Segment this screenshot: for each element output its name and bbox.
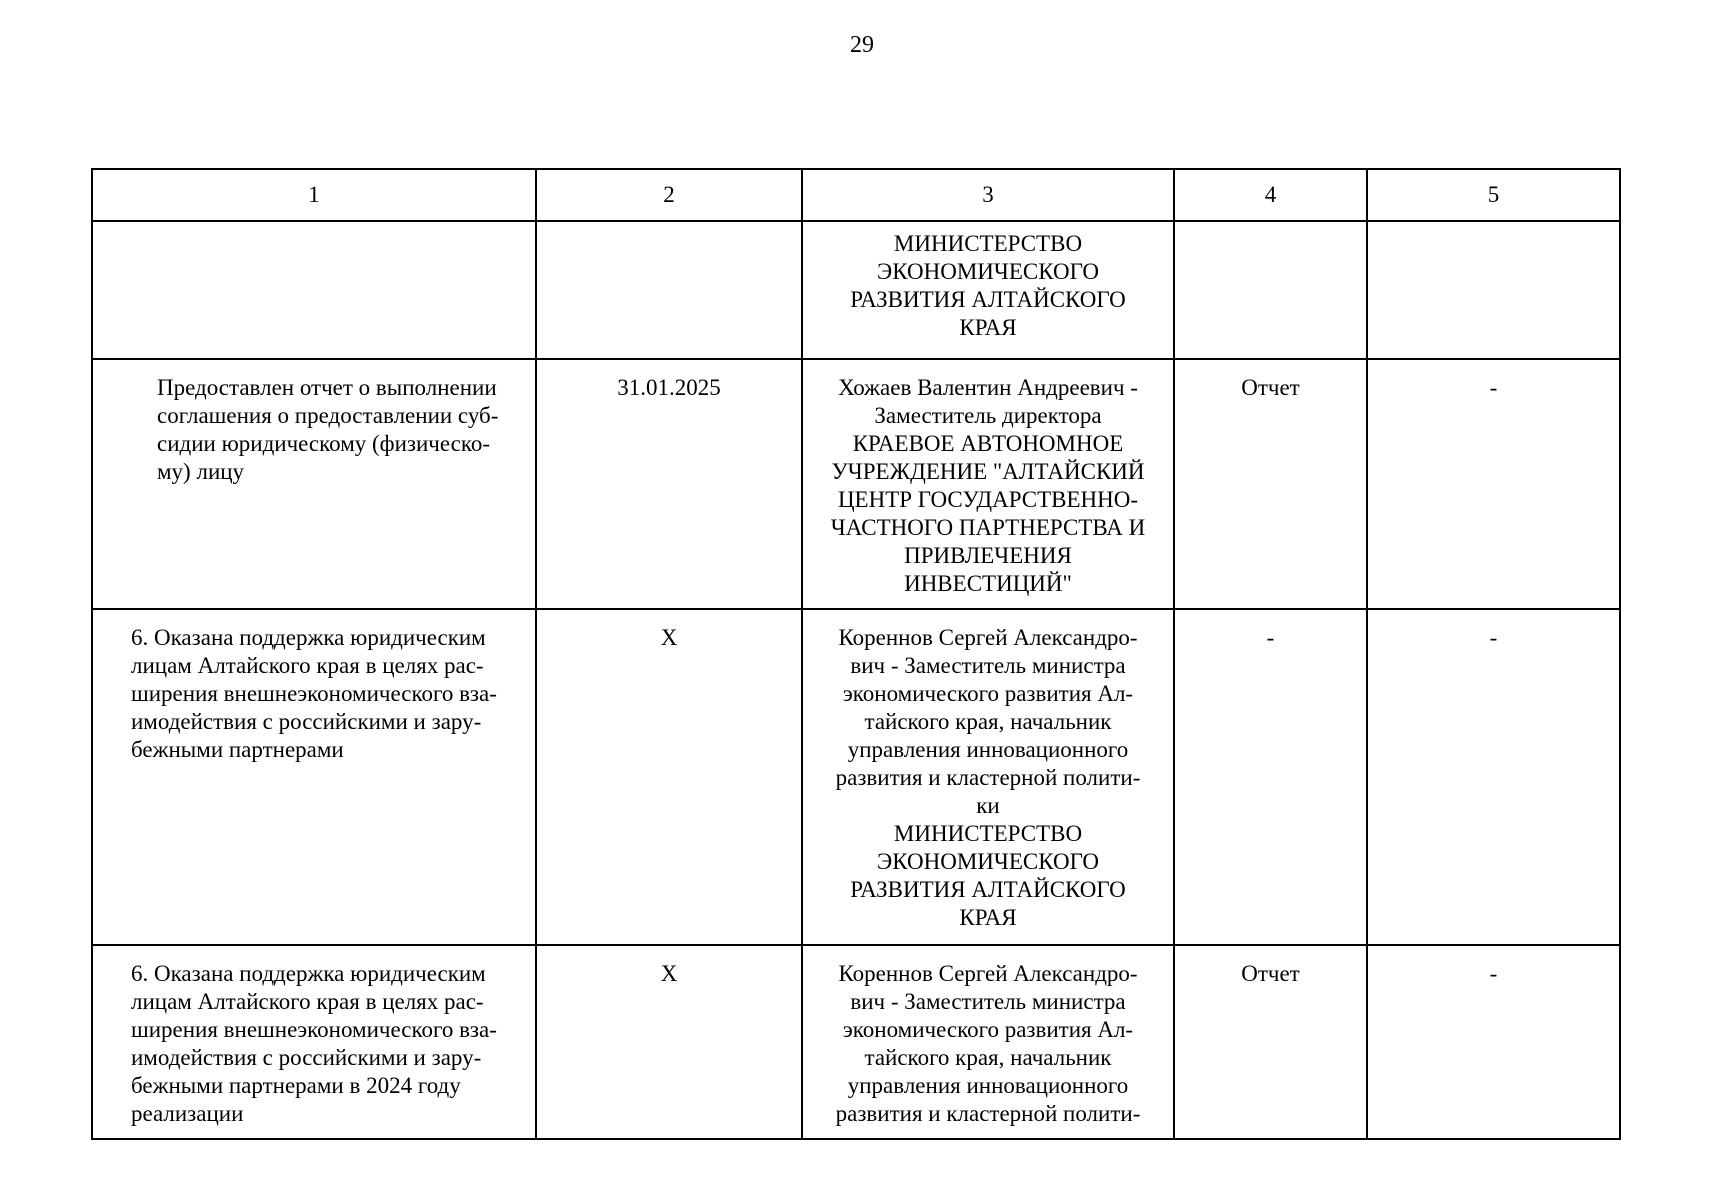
header-col-4: 4 [1174, 169, 1367, 221]
cell-col-1 [92, 221, 536, 359]
table-row [92, 609, 1620, 945]
table-header [92, 169, 1620, 221]
cell-text [537, 222, 801, 240]
cell-col-1 [92, 945, 536, 1139]
table-row [92, 359, 1620, 609]
header-col-3: 3 [802, 169, 1174, 221]
cell-text [1368, 222, 1619, 240]
cell-text: Отчет [1241, 375, 1300, 400]
cell-col-1 [92, 609, 536, 945]
cell-text: Отчет [1241, 961, 1300, 986]
cell-col-3 [802, 359, 1174, 609]
header-row [92, 169, 1620, 221]
header-col-5: 5 [1367, 169, 1620, 221]
cell-col-5 [1367, 945, 1620, 1139]
cell-text: X [660, 625, 678, 650]
cell-text: - [1489, 625, 1498, 650]
cell-col-1 [92, 359, 536, 609]
cell-col-3 [802, 609, 1174, 945]
cell-col-4 [1174, 609, 1367, 945]
cell-col-2 [536, 359, 802, 609]
table-row [92, 945, 1620, 1139]
header-col-1: 1 [92, 169, 536, 221]
cell-text: 6. Оказана поддержка юридическим лицам Алтайского края в целях рас- ширения внешнеэкономического вза- имодействия с российскими и зару- бежными партнерами [131, 625, 497, 762]
cell-text: - [1489, 375, 1498, 400]
cell-text: 31.01.2025 [617, 375, 721, 400]
cell-text: - [1266, 625, 1275, 650]
cell-col-2 [536, 945, 802, 1139]
cell-col-4 [1174, 945, 1367, 1139]
cell-col-2 [536, 221, 802, 359]
cell-col-5 [1367, 609, 1620, 945]
cell-col-3 [802, 945, 1174, 1139]
cell-text: МИНИСТЕРСТВО ЭКОНОМИЧЕСКОГО РАЗВИТИЯ АЛТАЙСКОГО КРАЯ [850, 231, 1126, 340]
cell-text: Хожаев Валентин Андреевич - Заместитель директора КРАЕВОЕ АВТОНОМНОЕ УЧРЕЖДЕНИЕ "АЛТАЙСКИЙ ЦЕНТР ГОСУДАРСТВЕННО- ЧАСТНОГО ПАРТНЕРСТВА И ПРИВЛЕЧЕНИЯ ИНВЕСТИЦИЙ" [830, 375, 1146, 596]
cell-text: Кореннов Сергей Александро- вич - Заместитель министра экономического развития Ал- тайского края, начальник управления инновационного развития и кластерной полити- [835, 961, 1141, 1126]
cell-col-3 [802, 221, 1174, 359]
cell-text [1175, 222, 1366, 240]
cell-col-5 [1367, 359, 1620, 609]
cell-text: X [660, 961, 678, 986]
page-number: 29 [850, 32, 874, 58]
cell-text: Кореннов Сергей Александро- вич - Заместитель министра экономического развития Ал- тайского края, начальник управления инновационного развития и кластерной полити- ки МИНИСТЕРСТВО ЭКОНОМИЧЕСКОГО РАЗВИТИЯ АЛТАЙСКОГО КРАЯ [835, 625, 1141, 930]
cell-text: - [1489, 961, 1498, 986]
table-row [92, 221, 1620, 359]
header-col-2: 2 [536, 169, 802, 221]
cell-text: Предоставлен отчет о выполнении соглашения о предоставлении суб- сидии юридическому (физическо- му) лицу [157, 375, 499, 484]
cell-col-4 [1174, 359, 1367, 609]
document-table [91, 168, 1621, 1140]
cell-col-2 [536, 609, 802, 945]
cell-col-5 [1367, 221, 1620, 359]
table-body [92, 221, 1620, 1139]
cell-text [93, 222, 535, 246]
cell-col-4 [1174, 221, 1367, 359]
cell-text: 6. Оказана поддержка юридическим лицам Алтайского края в целях рас- ширения внешнеэкономического вза- имодействия с российскими и зару- бежными партнерами в 2024 году реализации [131, 961, 497, 1126]
